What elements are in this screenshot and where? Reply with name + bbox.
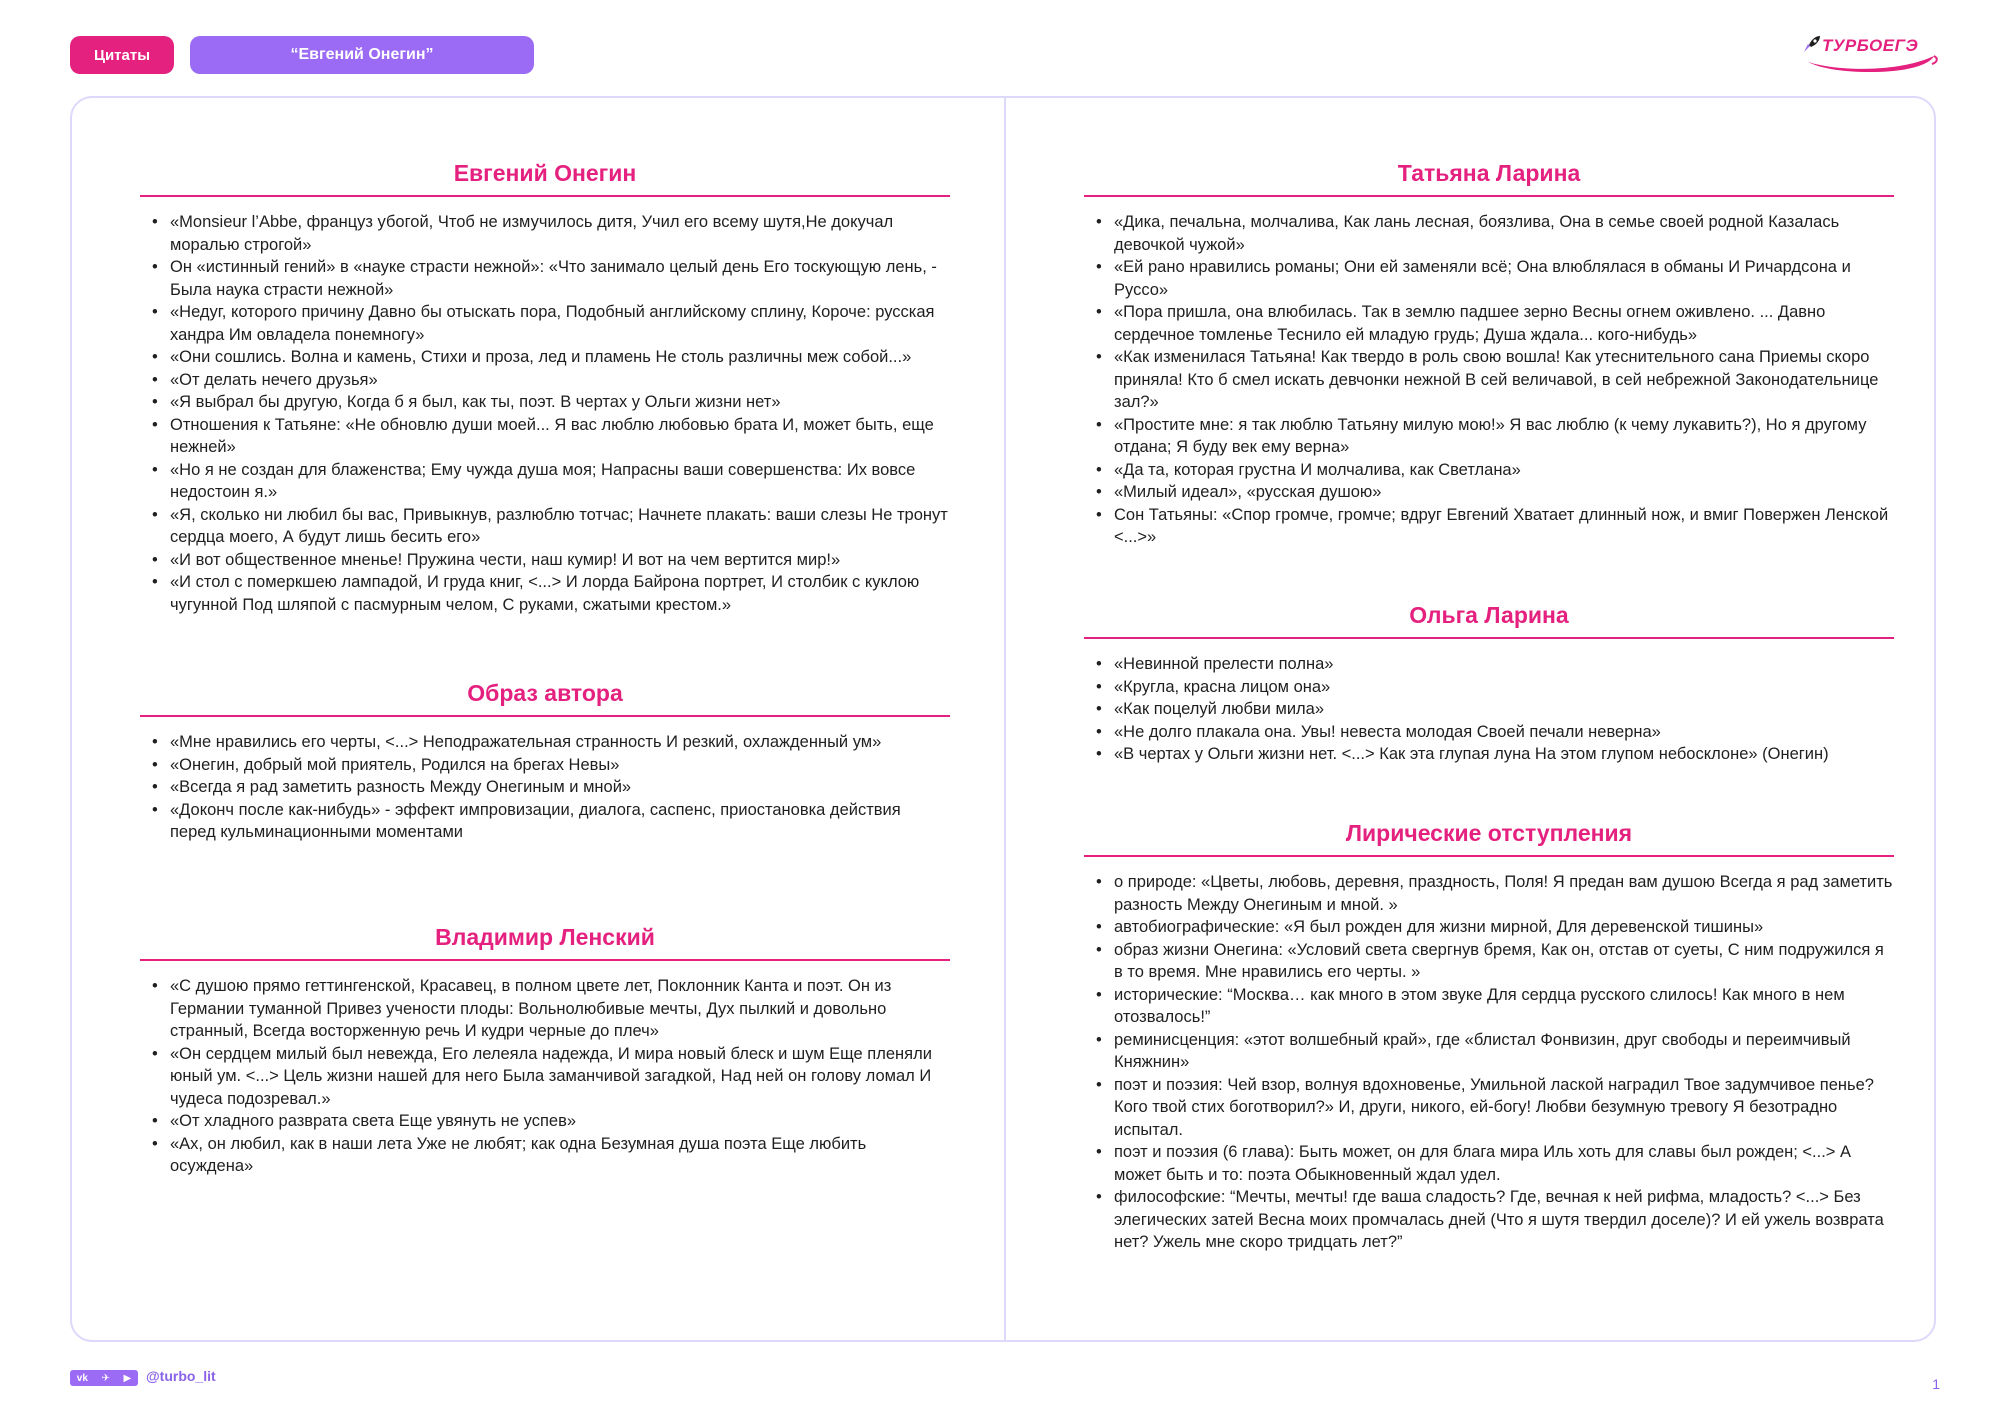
quote-item: • «Я выбрал бы другую, Когда б я был, как ты, поэт. В чертах у Ольги жизни нет» (152, 391, 950, 414)
quote-list-tatiana (1084, 211, 1894, 549)
quote-item: • «С душою прямо геттингенской, Красавец, в полном цвете лет, Поклонник Канта и поэт. Он из Германии туманной Привез учености плоды: Вольнолюбивые мечты, Дух пылкий и довольно странный, Всегда восторженную речь И кудри черные до плеч» (152, 975, 950, 1043)
quote-item: • «В чертах у Ольги жизни нет. <...> Как эта глупая луна На этом глупом небосклоне» (Онегин) (1096, 743, 1894, 766)
quote-item: • «Доконч после как-нибудь» - эффект импровизации, диалога, саспенс, приостановка действия перед кульминационными моментами (152, 799, 950, 844)
quote-item: • «Всегда я рад заметить разность Между Онегиным и мной» (152, 776, 950, 799)
quote-item: • «И стол с померкшею лампадой, И груда книг, <...> И лорда Байрона портрет, И столбик с куклою чугунной Под шляпой с пасмурным челом, С руками, сжатыми крестом.» (152, 571, 950, 616)
quote-item: • автобиографические: «Я был рожден для жизни мирной, Для деревенской тишины» (1096, 916, 1894, 939)
quote-list-lyric (1084, 871, 1894, 1254)
quote-item: • «Ей рано нравились романы; Они ей заменяли всё; Она влюблялася в обманы И Ричардсона и Руссо» (1096, 256, 1894, 301)
quote-item: • «Ах, он любил, как в наши лета Уже не любят; как одна Безумная душа поэта Еще любить осуждена» (152, 1133, 950, 1178)
quote-item: • «И вот общественное мненье! Пружина чести, наш кумир! И вот на чем вертится мир!» (152, 549, 950, 572)
vk-icon[interactable]: vk (76, 1372, 88, 1384)
section-title-lyric: Лирические отступления (1084, 820, 1894, 857)
section-olga (1084, 602, 1894, 766)
social-handle[interactable]: @turbo_lit (146, 1368, 216, 1384)
section-author (140, 680, 950, 844)
quote-item: • поэт и поэзия: Чей взор, волнуя вдохновенье, Умильной лаской наградил Твое задумчивое пенье? Кого твой стих боготворил?» И, други, никого, ей-богу! Любви безумную тревогу Я безотрадно испытал. (1096, 1074, 1894, 1142)
quote-item: • «Невинной прелести полна» (1096, 653, 1894, 676)
social-links (70, 1370, 138, 1386)
quote-item: • «От делать нечего друзья» (152, 369, 950, 392)
quote-item: • «Но я не создан для блаженства; Ему чужда душа моя; Напрасны ваши совершенства: Их вовсе недостоин я.» (152, 459, 950, 504)
section-title-lensky: Владимир Ленский (140, 924, 950, 961)
section-onegin (140, 160, 950, 616)
quote-list-lensky (140, 975, 950, 1178)
quote-item: • «Как поцелуй любви мила» (1096, 698, 1894, 721)
quote-item: • «Онегин, добрый мой приятель, Родился на брегах Невы» (152, 754, 950, 777)
quote-item: • поэт и поэзия (6 глава): Быть может, он для блага мира Иль хоть для славы был рожден; <...> А может быть и то: поэта Обыкновенный ждал удел. (1096, 1141, 1894, 1186)
section-title-olga: Ольга Ларина (1084, 602, 1894, 639)
youtube-icon[interactable]: ▶ (123, 1372, 132, 1384)
quote-item: • «Милый идеал», «русская душою» (1096, 481, 1894, 504)
quote-item: • Отношения к Татьяне: «Не обновлю души моей... Я вас люблю любовью брата И, может быть, еще нежней» (152, 414, 950, 459)
page-number: 1 (1932, 1376, 1940, 1392)
quote-item: • реминисценция: «этот волшебный край», где «блистал Фонвизин, друг свободы и переимчивый Княжнин» (1096, 1029, 1894, 1074)
turbo-ege-logo (1800, 28, 1940, 72)
section-title-author: Образ автора (140, 680, 950, 717)
section-title-onegin: Евгений Онегин (140, 160, 950, 197)
quote-item: • исторические: “Москва… как много в этом звуке Для сердца русского слилось! Как много в нем отозвалось!” (1096, 984, 1894, 1029)
quote-item: • о природе: «Цветы, любовь, деревня, праздность, Поля! Я предан вам душою Всегда я рад заметить разность Между Онегиным и мной. » (1096, 871, 1894, 916)
section-lensky (140, 924, 950, 1178)
quote-item: • «Как изменилася Татьяна! Как твердо в роль свою вошла! Как утеснительного сана Приемы скоро приняла! Кто б смел искать девчонки нежной В сей величавой, в сей небрежной Законодательнице зал?» (1096, 346, 1894, 414)
topic-label: “Евгений Онегин” (190, 36, 534, 74)
logo-text: ТУРБОЕГЭ (1822, 36, 1919, 55)
quote-item: • «Он сердцем милый был невежда, Его лелеяла надежда, И мира новый блеск и шум Еще пленяли юный ум. <...> Цель жизни нашей для него Была заманчивой загадкой, Над ней он голову ломал И чудеса подозревал.» (152, 1043, 950, 1111)
column-divider (1004, 98, 1006, 1340)
quote-item: • «Недуг, которого причину Давно бы отыскать пора, Подобный английскому сплину, Короче: русская хандра Им овладела понемногу» (152, 301, 950, 346)
quote-list-olga (1084, 653, 1894, 766)
quote-item: • «Не долго плакала она. Увы! невеста молодая Своей печали неверна» (1096, 721, 1894, 744)
quote-item: • «Monsieur l’Abbe, француз убогой, Чтоб не измучилось дитя, Учил его всему шутя,Не докучал моралью строгой» (152, 211, 950, 256)
quote-item: • «Пора пришла, она влюбилась. Так в землю падшее зерно Весны огнем оживлено. ... Давно сердечное томленье Теснило ей младую грудь; Душа ждала... кого-нибудь» (1096, 301, 1894, 346)
quote-item: • философские: “Мечты, мечты! где ваша сладость? Где, вечная к ней рифма, младость? <...> Без элегических затей Весна моих промчалась дней (Что я шутя твердил доселе)? И ей ужель возврата нет? Ужель мне скоро тридцать лет?” (1096, 1186, 1894, 1254)
quote-item: • «Да та, которая грустна И молчалива, как Светлана» (1096, 459, 1894, 482)
quote-item: • «Они сошлись. Волна и камень, Стихи и проза, лед и пламень Не столь различны меж собой...» (152, 346, 950, 369)
quote-list-onegin (140, 211, 950, 616)
quote-item: • «Дика, печальна, молчалива, Как лань лесная, боязлива, Она в семье своей родной Казалась девочкой чужой» (1096, 211, 1894, 256)
tag-label: Цитаты (70, 36, 174, 74)
quote-item: • «От хладного разврата света Еще увянуть не успев» (152, 1110, 950, 1133)
logo-swoosh (1800, 52, 1940, 74)
quote-item: • «Простите мне: я так люблю Татьяну милую мою!» Я вас люблю (к чему лукавить?), Но я другому отдана; Я буду век ему верна» (1096, 414, 1894, 459)
section-tatiana (1084, 160, 1894, 549)
quote-item: • «Кругла, красна лицом она» (1096, 676, 1894, 699)
quote-item: • Он «истинный гений» в «науке страсти нежной»: «Что занимало целый день Его тоскующую лень, - Была наука страсти нежной» (152, 256, 950, 301)
quote-item: • «Мне нравились его черты, <...> Неподражательная странность И резкий, охлажденный ум» (152, 731, 950, 754)
section-title-tatiana: Татьяна Ларина (1084, 160, 1894, 197)
telegram-icon[interactable]: ✈ (101, 1372, 110, 1384)
quote-item: • «Я, сколько ни любил бы вас, Привыкнув, разлюблю тотчас; Начнете плакать: ваши слезы Не тронут сердца моего, А будут лишь бесить его» (152, 504, 950, 549)
quote-item: • Сон Татьяны: «Спор громче, громче; вдруг Евгений Хватает длинный нож, и вмиг Повержен Ленской <...>» (1096, 504, 1894, 549)
rocket-icon (1802, 34, 1822, 54)
quote-list-author (140, 731, 950, 844)
section-lyric (1084, 820, 1894, 1254)
quote-item: • образ жизни Онегина: «Условий света свергнув бремя, Как он, отстав от суеты, С ним подружился я в то время. Мне нравились его черты. » (1096, 939, 1894, 984)
